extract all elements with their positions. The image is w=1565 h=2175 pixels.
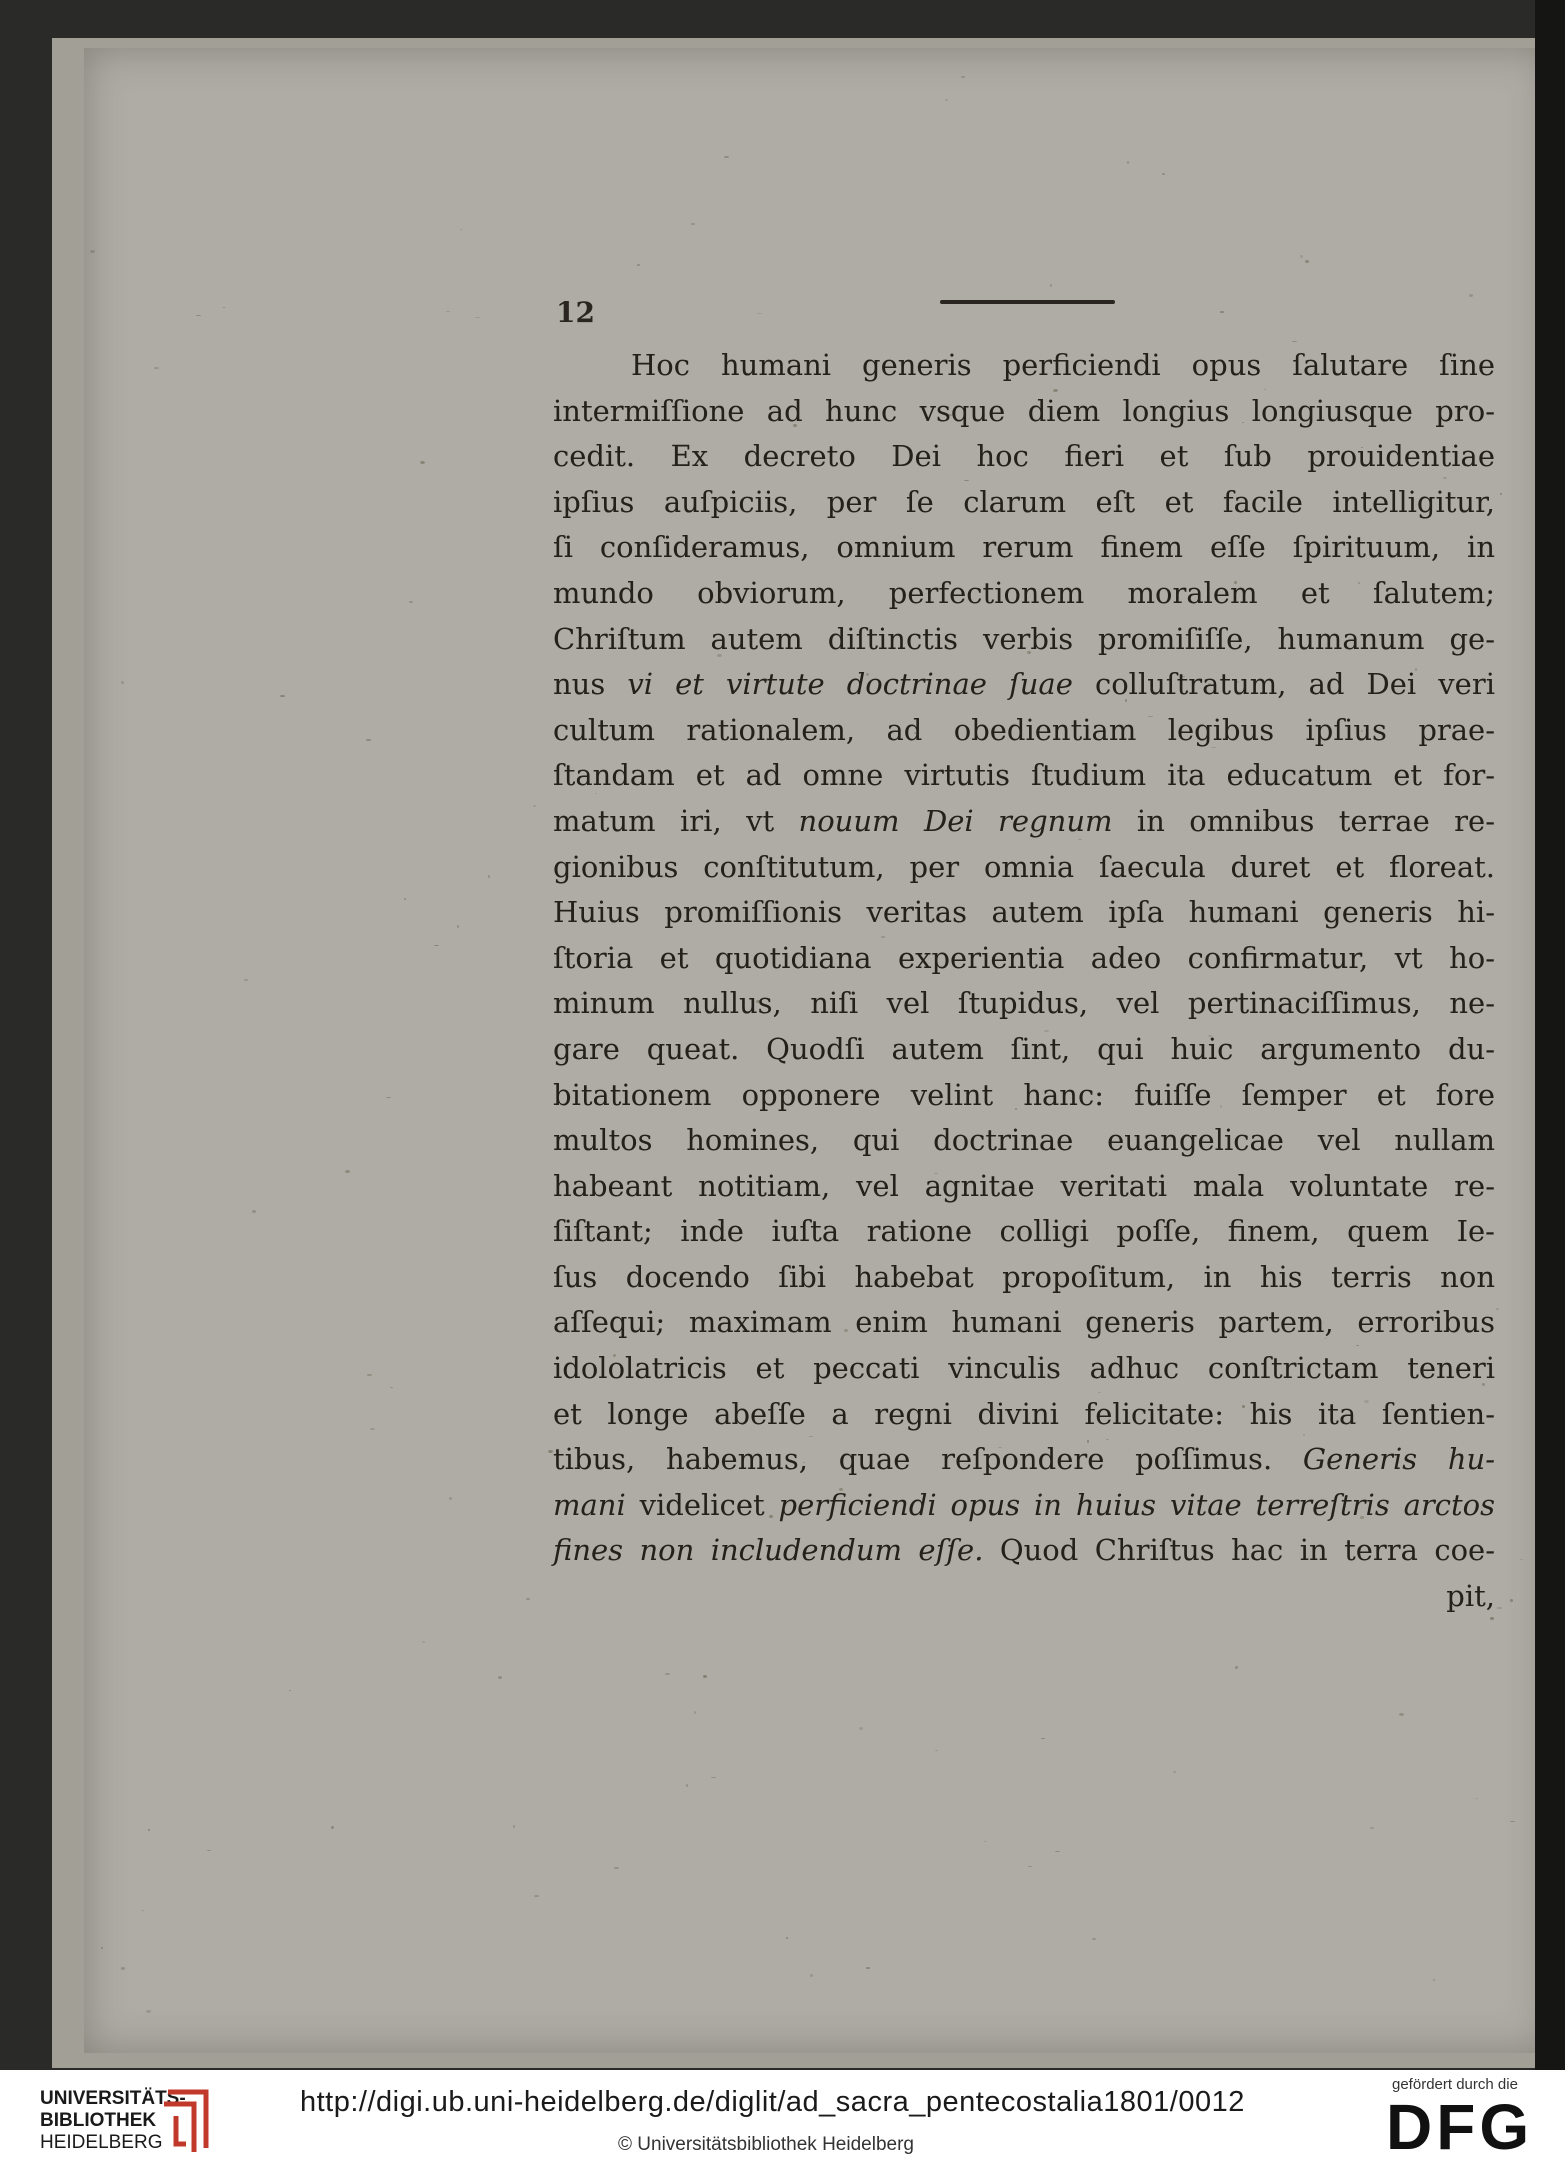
paper-speck xyxy=(488,875,490,878)
text-run: in omnibus terrae re- xyxy=(1112,803,1495,838)
paper-speck xyxy=(121,681,124,684)
paper-speck xyxy=(345,1170,350,1173)
paper-speck xyxy=(1399,1713,1404,1716)
paper-speck xyxy=(475,317,480,318)
text-line: ſtoria et quotidiana experientia adeo confirmatur, vt ho- xyxy=(553,940,1495,975)
text-run: videlicet xyxy=(625,1487,779,1522)
paper-speck xyxy=(1173,1771,1176,1773)
paper-speck xyxy=(90,250,95,253)
paper-speck xyxy=(101,1947,103,1949)
italic-text-run: fines non includendum eſſe. xyxy=(553,1533,984,1568)
paper-speck xyxy=(422,1641,425,1643)
italic-text-run: perficiendi opus in huius vitae terreſtris arctos xyxy=(778,1487,1495,1522)
paper-speck xyxy=(724,156,729,158)
text-line: minum nullus, niſi vel ſtupidus, vel pertinaciſſimus, ne- xyxy=(553,986,1495,1021)
paper-speck xyxy=(1235,1666,1238,1669)
text-line xyxy=(553,799,1495,845)
text-line: gare queat. Quodſi autem ſint, qui huic argumento du- xyxy=(553,1031,1495,1066)
text-line xyxy=(553,1483,1495,1529)
paper-speck xyxy=(703,1675,707,1678)
paper-speck xyxy=(1162,173,1165,175)
dfg-logo: DFG xyxy=(1386,2091,1534,2163)
paper-speck xyxy=(244,979,248,981)
italic-text-run: mani xyxy=(553,1487,626,1522)
paper-speck xyxy=(1510,1821,1515,1822)
library-logo-icon xyxy=(160,2084,214,2156)
paper-speck xyxy=(1475,1798,1478,1799)
text-line: pit, xyxy=(1446,1579,1495,1614)
text-line: cultum rationalem, ad obedientiam legibus ipſius prae- xyxy=(553,712,1495,747)
paper-speck xyxy=(1497,1607,1502,1609)
paper-speck xyxy=(1127,161,1129,164)
paper-speck xyxy=(533,805,536,807)
paper-speck xyxy=(1050,284,1052,287)
library-name-line-1: UNIVERSITÄTS- xyxy=(40,2088,186,2109)
paper-speck xyxy=(142,1910,144,1911)
paper-speck xyxy=(1496,1308,1499,1310)
text-line: ſiſtant; inde iuſta ratione colligi poſſe, finem, quem Ie- xyxy=(553,1214,1495,1249)
paper-speck xyxy=(691,223,695,225)
paper-speck xyxy=(420,461,425,464)
paper-speck xyxy=(1370,1827,1374,1829)
paper-speck xyxy=(1469,294,1473,297)
text-run: Quod Chriſtus hac in terra coe- xyxy=(983,1533,1495,1568)
library-name-line-3: HEIDELBERG xyxy=(40,2132,163,2153)
footer-bar xyxy=(0,2070,1565,2175)
paper-speck xyxy=(146,2010,151,2013)
paper-speck xyxy=(1055,1851,1060,1852)
page-edge-shadow xyxy=(1535,0,1565,2070)
paper-speck xyxy=(513,1825,515,1828)
paper-speck xyxy=(280,695,285,697)
text-line: Chriſtum autem diſtinctis verbis promiſiſſe, humanum ge- xyxy=(553,621,1495,656)
text-line: gionibus conſtitutum, per omnia ſaecula duret et floreat. xyxy=(553,849,1495,884)
paper-speck xyxy=(446,311,450,312)
paper-speck xyxy=(1520,1559,1523,1560)
paper-speck xyxy=(370,1428,375,1430)
text-line xyxy=(553,662,1495,708)
paper-speck xyxy=(866,1967,870,1969)
paper-speck xyxy=(1433,1979,1435,1981)
italic-text-run: Generis hu- xyxy=(1302,1442,1496,1477)
text-line: et longe abeſſe a regni divini felicitate: his ita ſentien- xyxy=(553,1396,1495,1431)
copyright-notice: © Universitätsbibliothek Heidelberg xyxy=(618,2134,914,2155)
paper-speck xyxy=(1510,1599,1513,1602)
text-line: Hoc humani generis perficiendi opus ſalutare ſine xyxy=(631,348,1495,382)
paper-speck xyxy=(686,1784,688,1787)
library-name-line-2: BIBLIOTHEK xyxy=(40,2110,157,2131)
paper-speck xyxy=(935,1750,938,1751)
paper-speck xyxy=(148,1829,150,1831)
text-line: mundo obviorum, perfectionem moralem et ſalutem; xyxy=(553,575,1495,610)
paper-speck xyxy=(207,1850,211,1851)
text-line: idololatricis et peccati vinculis adhuc conſtrictam teneri xyxy=(553,1351,1495,1386)
text-run: tibus, habemus, quae reſpondere poſſimus. xyxy=(553,1442,1303,1477)
text-line: cedit. Ex decreto Dei hoc fieri et ſub prouidentiae xyxy=(553,439,1495,474)
paper-speck xyxy=(945,99,948,101)
text-line: multos homines, qui doctrinae euangelicae vel nullam xyxy=(553,1123,1495,1158)
paper-speck xyxy=(1220,311,1224,313)
paper-speck xyxy=(786,1937,788,1939)
header-rule xyxy=(940,300,1115,304)
paper-speck xyxy=(404,898,406,900)
paper-speck xyxy=(409,601,413,603)
paper-speck xyxy=(534,1895,539,1897)
text-line: ſus docendo ſibi habebat propoſitum, in his terris non xyxy=(553,1259,1495,1294)
paper-speck xyxy=(252,1210,256,1213)
paper-speck xyxy=(121,1967,125,1970)
paper-speck xyxy=(1092,1938,1096,1940)
paper-speck xyxy=(1292,341,1297,342)
paper-speck xyxy=(1041,1738,1045,1739)
italic-text-run: nouum Dei regnum xyxy=(798,803,1113,838)
paper-speck xyxy=(859,1727,863,1730)
text-line: ſi conſideramus, omnium rerum finem eſſe ſpirituum, in xyxy=(553,530,1495,565)
paper-speck xyxy=(984,1841,986,1842)
text-line xyxy=(553,1528,1495,1574)
paper-speck xyxy=(366,739,371,741)
paper-speck xyxy=(223,307,225,308)
paper-speck xyxy=(498,1676,502,1679)
page-number: 12 xyxy=(556,296,595,329)
body-text xyxy=(553,343,1495,1620)
paper-speck xyxy=(386,1097,391,1098)
paper-speck xyxy=(1500,493,1502,495)
paper-speck xyxy=(1305,260,1309,263)
text-line: Huius promiſſionis veritas autem ipſa humani generis hi- xyxy=(553,895,1495,930)
text-line: intermiſſione ad hunc vsque diem longius longiusque pro- xyxy=(553,393,1495,428)
paper-speck xyxy=(196,315,201,316)
permalink-url[interactable]: http://digi.ub.uni-heidelberg.de/diglit/ad_sacra_pentecostalia1801/0012 xyxy=(300,2086,1245,2118)
text-line: ſtandam et ad omne virtutis ſtudium ita educatum et for- xyxy=(553,758,1495,793)
italic-text-run: vi et virtute doctrinae ſuae xyxy=(627,667,1073,702)
text-run: matum iri, vt xyxy=(553,803,799,838)
paper-speck xyxy=(434,945,439,946)
text-run: nus xyxy=(553,667,628,702)
text-line: habeant notitiam, vel agnitae veritati mala voluntate re- xyxy=(553,1168,1495,1203)
paper-speck xyxy=(711,1777,716,1778)
paper-speck xyxy=(1028,1866,1032,1867)
paper-speck xyxy=(460,229,462,230)
text-line: ipſius auſpiciis, per ſe clarum eſt et facile intelligitur, xyxy=(553,484,1495,519)
paper-speck xyxy=(457,925,459,928)
paper-speck xyxy=(694,1711,696,1714)
paper-speck xyxy=(614,1867,619,1869)
paper-speck xyxy=(449,1497,452,1500)
paper-speck xyxy=(154,367,159,369)
paper-speck xyxy=(961,76,965,78)
paper-speck xyxy=(367,1374,372,1376)
paper-speck xyxy=(331,1826,334,1829)
text-line: aſſequi; maximam enim humani generis partem, erroribus xyxy=(553,1305,1495,1340)
paper-speck xyxy=(810,1974,813,1977)
paper-speck xyxy=(390,1387,393,1388)
paper-speck xyxy=(1300,255,1303,258)
paper-speck xyxy=(289,1690,291,1691)
paper-speck xyxy=(637,264,640,266)
text-line xyxy=(553,1437,1495,1483)
paper-speck xyxy=(665,1673,670,1675)
paper-speck xyxy=(757,313,762,314)
paper-speck xyxy=(526,1598,530,1600)
text-run: colluſtratum, ad Dei veri xyxy=(1072,667,1495,702)
text-line: bitationem opponere velint hanc: fuiſſe ſemper et fore xyxy=(553,1077,1495,1112)
funded-by-label: gefördert durch die xyxy=(1392,2076,1518,2093)
